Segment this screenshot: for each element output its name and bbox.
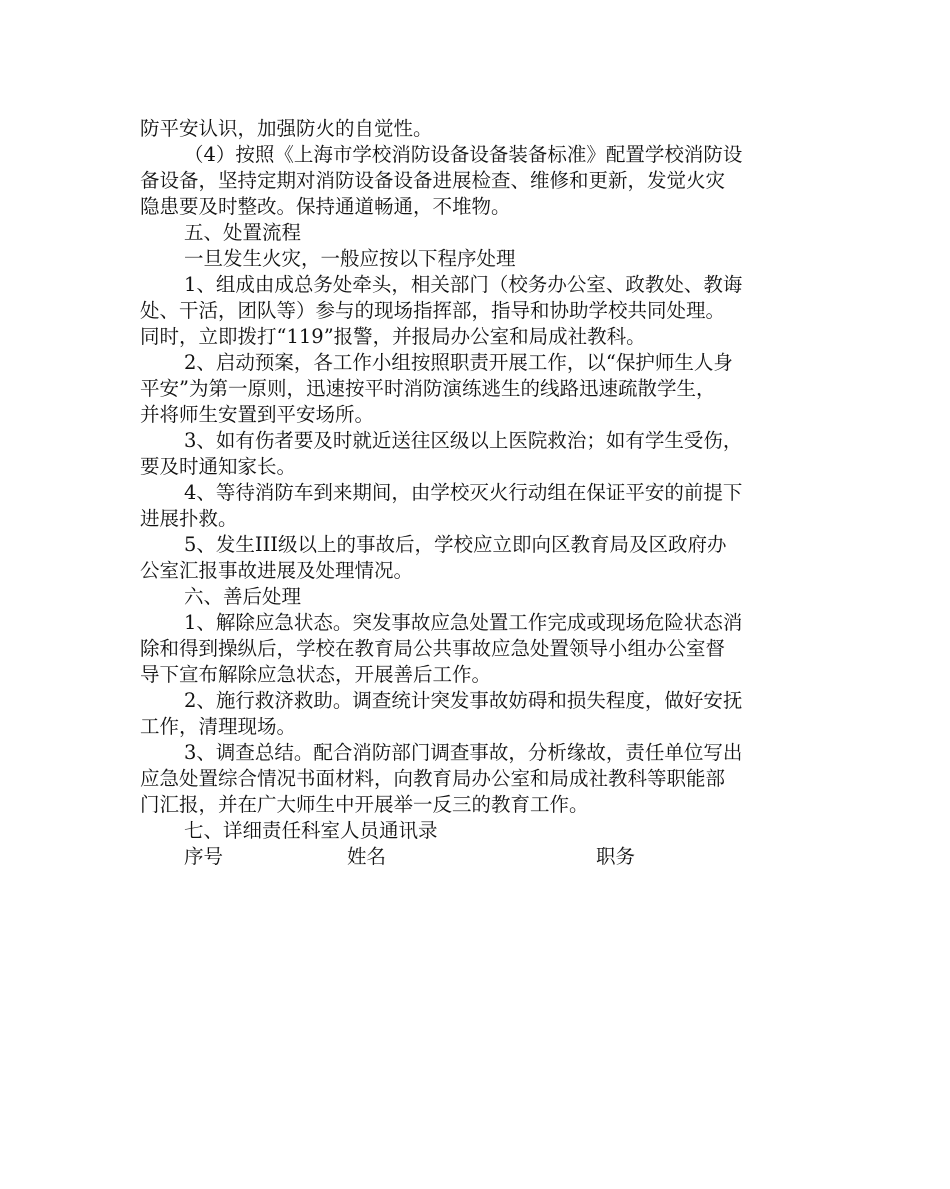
text-line: 七、详细责任科室人员通讯录 (184, 819, 438, 842)
text-line: 2、施行救济救助。调查统计突发事故妨碍和损失程度，做好安抚 (184, 689, 743, 712)
text-line: 一旦发生火灾，一般应按以下程序处理 (184, 247, 516, 270)
text-line: 2、启动预案，各工作小组按照职责开展工作，以“保护师生人身 (184, 351, 733, 374)
text-line: 4、等待消防车到来期间，由学校灭火行动组在保证平安的前提下 (184, 481, 743, 504)
text-line: 隐患要及时整改。保持通道畅通，不堆物。 (140, 195, 511, 218)
text-line: 1、解除应急状态。突发事故应急处置工作完成或现场危险状态消 (184, 611, 743, 634)
column-header-position: 职务 (596, 845, 636, 868)
column-header-number: 序号 (184, 845, 224, 868)
text-line: 要及时通知家长。 (140, 455, 297, 478)
text-line: 3、调查总结。配合消防部门调查事故，分析缘故，责任单位写出 (184, 741, 743, 764)
text-line: 五、处置流程 (184, 221, 302, 244)
text-line: 处、干活，团队等）参与的现场指挥部，指导和协助学校共同处理。 (140, 299, 726, 322)
text-line: 导下宣布解除应急状态，开展善后工作。 (140, 663, 492, 686)
document-page (140, 116, 820, 870)
text-line: 防平安认识，加强防火的自觉性。 (140, 117, 433, 140)
text-line: 平安”为第一原则，迅速按平时消防演练逃生的线路迅速疏散学生， (140, 377, 716, 400)
contact-table-header (140, 844, 820, 870)
text-line: 进展扑救。 (140, 507, 238, 530)
text-line: 1、组成由成总务处牵头，相关部门（校务办公室、政教处、教诲 (184, 273, 743, 296)
text-line: 工作，清理现场。 (140, 715, 297, 738)
text-line: 应急处置综合情况书面材料，向教育局办公室和局成社教科等职能部 (140, 767, 726, 790)
text-line: 公室汇报事故进展及处理情况。 (140, 559, 414, 582)
text-line: 门汇报，并在广大师生中开展举一反三的教育工作。 (140, 793, 589, 816)
text-line: 5、发生III级以上的事故后，学校应立即向区教育局及区政府办 (184, 533, 727, 556)
column-header-name: 姓名 (347, 845, 387, 868)
text-line: 3、如有伤者要及时就近送往区级以上医院救治；如有学生受伤， (184, 429, 743, 452)
text-line: （4）按照《上海市学校消防设备设备装备标准》配置学校消防设 (184, 143, 743, 166)
text-line: 除和得到操纵后，学校在教育局公共事故应急处置领导小组办公室督 (140, 637, 726, 660)
text-line: 同时，立即拨打“119”报警，并报局办公室和局成社教科。 (140, 325, 646, 348)
text-line: 并将师生安置到平安场所。 (140, 403, 375, 426)
document-body (140, 116, 820, 844)
text-line: 六、善后处理 (184, 585, 302, 608)
text-line: 备设备，坚持定期对消防设备设备进展检查、维修和更新，发觉火灾 (140, 169, 726, 192)
